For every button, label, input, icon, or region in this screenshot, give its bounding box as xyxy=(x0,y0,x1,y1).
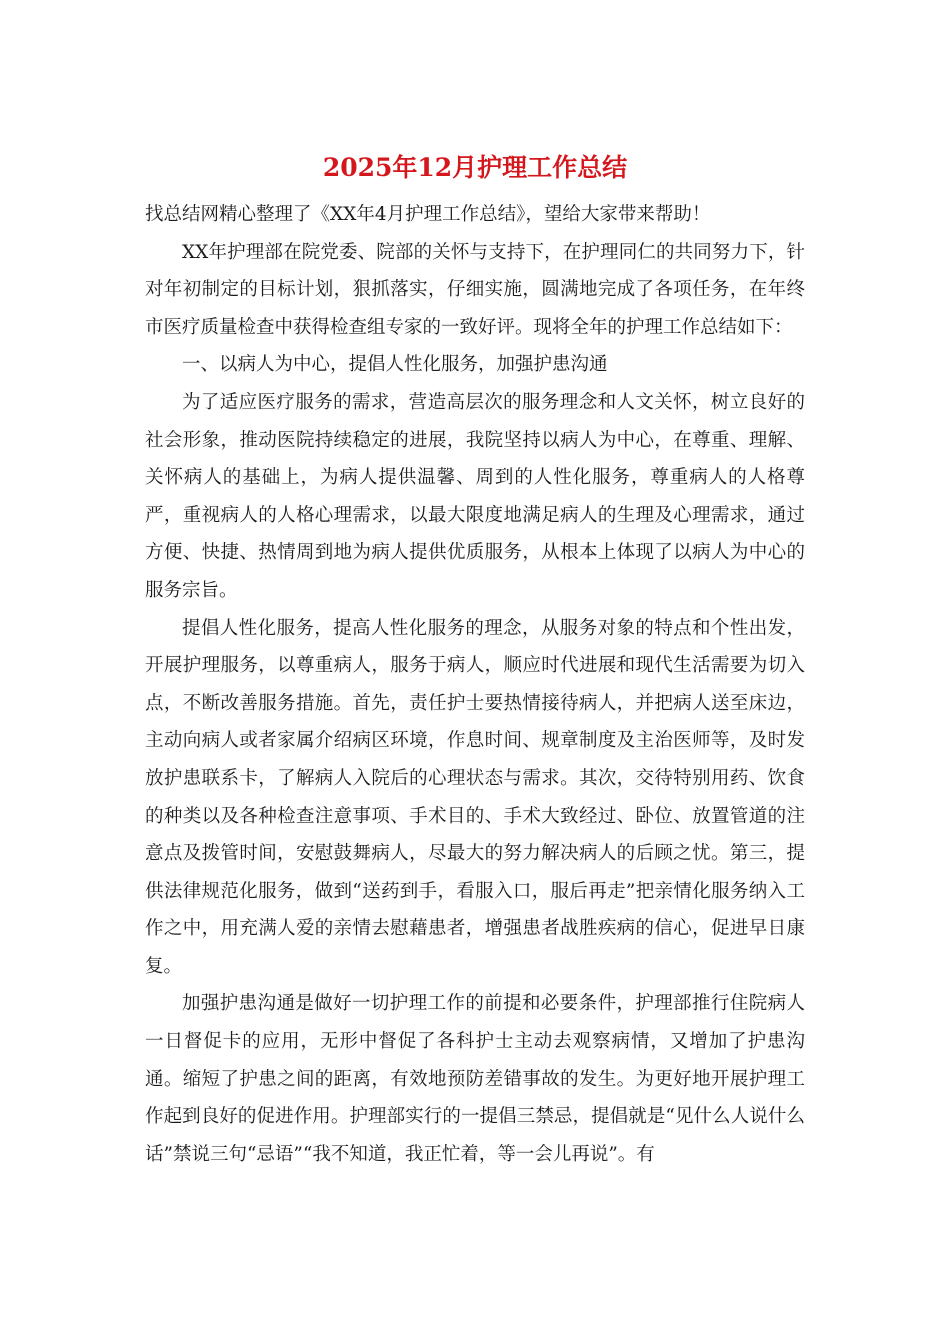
section-heading: 一、以病人为中心，提倡人性化服务，加强护患沟通 xyxy=(182,354,608,376)
body-paragraph: 为了适应医疗服务的需求，营造高层次的服务理念和人文关怀，树立良好的社会形象，推动医院持续稳定的进展，我院坚持以病人为中心，在尊重、理解、关怀病人的基础上，为病人提供温馨、周到的人性化服务，尊重病人的人格尊严，重视病人的人格心理需求，以最大限度地满足病人的生理及心理需求，通过方便、快捷、热情周到地为病人提供优质服务，从根本上体现了以病人为中心的服务宗旨。 xyxy=(145,391,805,601)
intro-paragraph: 找总结网精心整理了《XX年4月护理工作总结》，望给大家带来帮助！ xyxy=(145,204,711,225)
document-body xyxy=(145,196,805,1173)
body-paragraph: 加强护患沟通是做好一切护理工作的前提和必要条件，护理部推行住院病人一日督促卡的应用，无形中督促了各科护士主动去观察病情，又增加了护患沟通。缩短了护患之间的距离，有效地预防差错事故的发生。为更好地开展护理工作起到良好的促进作用。护理部实行的一提倡三禁忌，提倡就是“见什么人说什么话”禁说三句“忌语”“我不知道，我正忙着，等一会儿再说”。有 xyxy=(145,993,805,1165)
body-paragraph: XX年护理部在院党委、院部的关怀与支持下，在护理同仁的共同努力下，针对年初制定的目标计划，狠抓落实，仔细实施，圆满地完成了各项任务，在年终市医疗质量检查中获得检查组专家的一致好评。现将全年的护理工作总结如下： xyxy=(145,241,805,338)
body-paragraph: 提倡人性化服务，提高人性化服务的理念，从服务对象的特点和个性出发，开展护理服务，以尊重病人，服务于病人，顺应时代进展和现代生活需要为切入点，不断改善服务措施。首先，责任护士要热情接待病人，并把病人送至床边，主动向病人或者家属介绍病区环境，作息时间、规章制度及主治医师等，及时发放护患联系卡，了解病人入院后的心理状态与需求。其次，交待特别用药、饮食的种类以及各种检查注意事项、手术目的、手术大致经过、卧位、放置管道的注意点及拨管时间，安慰鼓舞病人，尽最大的努力解决病人的后顾之忧。第三，提供法律规范化服务，做到“送药到手，看服入口，服后再走”把亲情化服务纳入工作之中，用充满人爱的亲情去慰藉患者，增强患者战胜疾病的信心，促进早日康复。 xyxy=(145,617,805,977)
document-title: 2025年12月护理工作总结 xyxy=(322,153,628,182)
